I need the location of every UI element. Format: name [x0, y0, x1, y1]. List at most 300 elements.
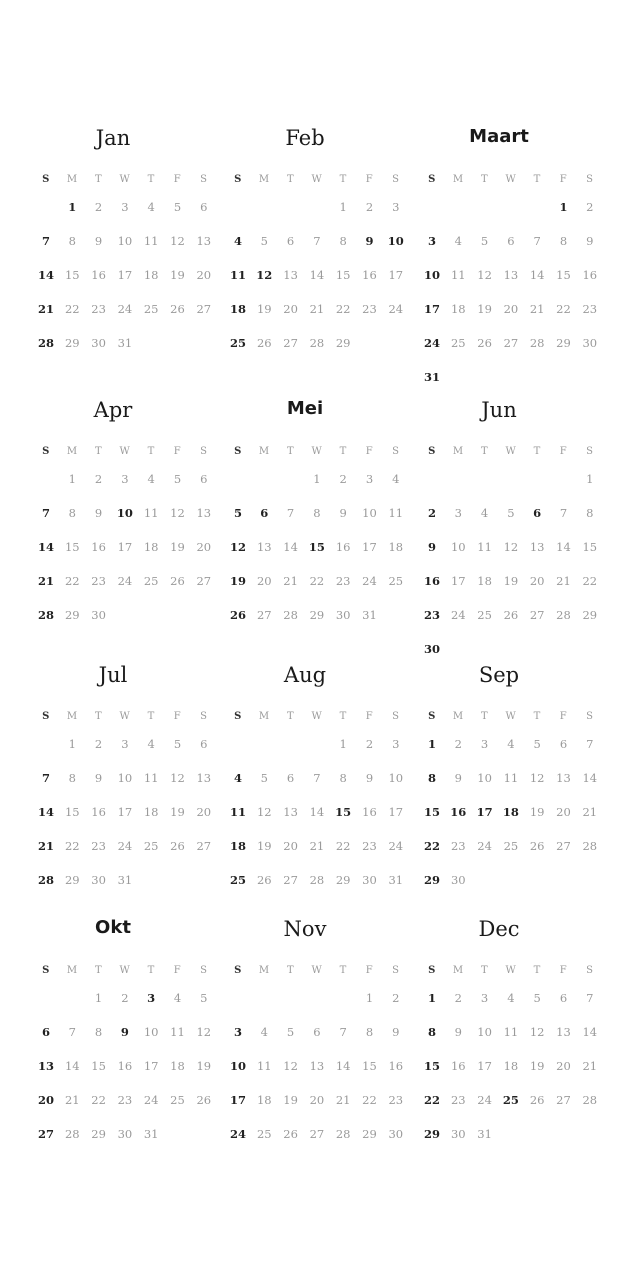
day-cell[interactable]: 12: [283, 1059, 298, 1073]
day-cell[interactable]: 30: [388, 1127, 404, 1141]
day-cell[interactable]: 27: [283, 336, 298, 350]
day-cell[interactable]: 20: [196, 268, 212, 282]
day-cell[interactable]: 19: [477, 302, 492, 316]
day-cell[interactable]: 23: [423, 608, 440, 622]
day-cell[interactable]: 8: [94, 1025, 103, 1039]
day-cell[interactable]: 25: [477, 608, 492, 622]
day-cell[interactable]: 7: [286, 506, 295, 520]
day-cell[interactable]: 18: [477, 574, 492, 588]
day-cell[interactable]: 27: [283, 873, 298, 887]
day-cell[interactable]: 6: [559, 991, 568, 1005]
day-cell[interactable]: 31: [388, 873, 404, 887]
day-cell[interactable]: 17: [229, 1093, 246, 1107]
day-cell[interactable]: 4: [173, 991, 182, 1005]
day-cell[interactable]: 2: [454, 737, 462, 751]
day-cell[interactable]: 23: [362, 302, 377, 316]
day-cell[interactable]: 21: [283, 574, 298, 588]
day-cell[interactable]: 17: [117, 540, 133, 554]
day-cell[interactable]: 5: [260, 771, 268, 785]
day-cell[interactable]: 20: [556, 805, 571, 819]
day-cell[interactable]: 11: [256, 1059, 272, 1073]
day-cell[interactable]: 19: [529, 1059, 545, 1073]
day-cell[interactable]: 12: [170, 771, 185, 785]
day-cell[interactable]: 6: [286, 771, 295, 785]
day-cell[interactable]: 29: [423, 873, 440, 887]
day-cell[interactable]: 3: [480, 737, 489, 751]
day-cell[interactable]: 26: [503, 608, 519, 622]
day-cell[interactable]: 30: [423, 642, 440, 656]
day-cell[interactable]: 12: [477, 268, 492, 282]
day-cell[interactable]: 18: [143, 805, 159, 819]
day-cell[interactable]: 21: [64, 1093, 80, 1107]
day-cell[interactable]: 19: [229, 574, 246, 588]
day-cell[interactable]: 31: [477, 1127, 492, 1141]
day-cell[interactable]: 9: [454, 1025, 462, 1039]
day-cell[interactable]: 31: [143, 1127, 159, 1141]
day-cell[interactable]: 8: [68, 506, 76, 520]
day-cell[interactable]: 31: [117, 873, 133, 887]
day-cell[interactable]: 11: [143, 771, 159, 785]
day-cell[interactable]: 12: [529, 1025, 545, 1039]
day-cell[interactable]: 24: [229, 1127, 246, 1141]
day-cell[interactable]: 1: [339, 737, 347, 751]
day-cell[interactable]: 29: [64, 608, 80, 622]
day-cell[interactable]: 10: [477, 771, 492, 785]
day-cell[interactable]: 8: [68, 234, 76, 248]
day-cell[interactable]: 15: [556, 268, 571, 282]
day-cell[interactable]: 14: [582, 1025, 598, 1039]
day-cell[interactable]: 2: [586, 200, 594, 214]
day-cell[interactable]: 23: [388, 1093, 404, 1107]
day-cell[interactable]: 23: [362, 839, 377, 853]
day-cell[interactable]: 24: [117, 302, 133, 316]
day-cell[interactable]: 17: [117, 268, 133, 282]
day-cell[interactable]: 10: [450, 540, 466, 554]
day-cell[interactable]: 2: [454, 991, 462, 1005]
day-cell[interactable]: 1: [68, 200, 77, 214]
day-cell[interactable]: 5: [233, 506, 242, 520]
day-cell[interactable]: 8: [427, 771, 436, 785]
day-cell[interactable]: 24: [388, 302, 404, 316]
day-cell[interactable]: 5: [507, 506, 515, 520]
day-cell[interactable]: 23: [117, 1093, 133, 1107]
day-cell[interactable]: 27: [503, 336, 519, 350]
day-cell[interactable]: 13: [556, 1025, 571, 1039]
day-cell[interactable]: 3: [121, 737, 129, 751]
day-cell[interactable]: 7: [586, 737, 594, 751]
day-cell[interactable]: 19: [503, 574, 519, 588]
day-cell[interactable]: 15: [335, 268, 351, 282]
day-cell[interactable]: 20: [556, 1059, 571, 1073]
day-cell[interactable]: 21: [556, 574, 571, 588]
day-cell[interactable]: 1: [339, 200, 347, 214]
day-cell[interactable]: 16: [450, 1059, 466, 1073]
day-cell[interactable]: 27: [556, 839, 571, 853]
day-cell[interactable]: 1: [68, 737, 76, 751]
day-cell[interactable]: 9: [365, 771, 374, 785]
day-cell[interactable]: 4: [147, 472, 155, 486]
day-cell[interactable]: 17: [388, 805, 404, 819]
day-cell[interactable]: 8: [586, 506, 594, 520]
day-cell[interactable]: 29: [91, 1127, 106, 1141]
day-cell[interactable]: 27: [556, 1093, 571, 1107]
day-cell[interactable]: 27: [256, 608, 272, 622]
day-cell[interactable]: 24: [117, 574, 133, 588]
day-cell[interactable]: 1: [68, 472, 76, 486]
day-cell[interactable]: 11: [450, 268, 466, 282]
day-cell[interactable]: 19: [170, 540, 185, 554]
day-cell[interactable]: 28: [582, 839, 598, 853]
day-cell[interactable]: 21: [37, 574, 54, 588]
day-cell[interactable]: 11: [503, 771, 519, 785]
day-cell[interactable]: 1: [427, 737, 436, 751]
day-cell[interactable]: 5: [173, 200, 182, 214]
day-cell[interactable]: 16: [91, 540, 106, 554]
day-cell[interactable]: 8: [313, 506, 321, 520]
day-cell[interactable]: 24: [117, 839, 133, 853]
day-cell[interactable]: 21: [335, 1093, 351, 1107]
day-cell[interactable]: 18: [450, 302, 466, 316]
day-cell[interactable]: 4: [260, 1025, 268, 1039]
day-cell[interactable]: 12: [529, 771, 545, 785]
day-cell[interactable]: 25: [143, 839, 159, 853]
day-cell[interactable]: 27: [37, 1127, 54, 1141]
day-cell[interactable]: 13: [283, 805, 298, 819]
day-cell[interactable]: 9: [94, 771, 103, 785]
day-cell[interactable]: 17: [143, 1059, 159, 1073]
day-cell[interactable]: 14: [37, 540, 54, 554]
day-cell[interactable]: 4: [454, 234, 462, 248]
day-cell[interactable]: 14: [556, 540, 571, 554]
day-cell[interactable]: 15: [91, 1059, 106, 1073]
day-cell[interactable]: 22: [64, 839, 80, 853]
day-cell[interactable]: 7: [68, 1025, 76, 1039]
day-cell[interactable]: 22: [309, 574, 325, 588]
day-cell[interactable]: 30: [362, 873, 377, 887]
day-cell[interactable]: 20: [37, 1093, 54, 1107]
day-cell[interactable]: 6: [200, 472, 208, 486]
day-cell[interactable]: 13: [196, 506, 212, 520]
day-cell[interactable]: 7: [41, 771, 50, 785]
day-cell[interactable]: 21: [309, 839, 325, 853]
day-cell[interactable]: 22: [423, 839, 440, 853]
day-cell[interactable]: 22: [91, 1093, 106, 1107]
day-cell[interactable]: 9: [586, 234, 594, 248]
day-cell[interactable]: 19: [170, 268, 185, 282]
day-cell[interactable]: 26: [256, 873, 272, 887]
day-cell[interactable]: 25: [170, 1093, 185, 1107]
day-cell[interactable]: 19: [256, 839, 272, 853]
day-cell[interactable]: 28: [529, 336, 545, 350]
day-cell[interactable]: 13: [37, 1059, 54, 1073]
day-cell[interactable]: 13: [503, 268, 519, 282]
day-cell[interactable]: 16: [582, 268, 598, 282]
day-cell[interactable]: 16: [335, 540, 351, 554]
day-cell[interactable]: 8: [365, 1025, 374, 1039]
day-cell[interactable]: 29: [335, 873, 351, 887]
day-cell[interactable]: 21: [582, 1059, 598, 1073]
day-cell[interactable]: 2: [94, 737, 103, 751]
day-cell[interactable]: 15: [423, 1059, 440, 1073]
day-cell[interactable]: 13: [256, 540, 272, 554]
day-cell[interactable]: 18: [388, 540, 404, 554]
day-cell[interactable]: 23: [450, 839, 466, 853]
day-cell[interactable]: 14: [64, 1059, 80, 1073]
day-cell[interactable]: 16: [362, 805, 377, 819]
day-cell[interactable]: 30: [450, 1127, 466, 1141]
day-cell[interactable]: 7: [339, 1025, 347, 1039]
day-cell[interactable]: 29: [64, 873, 80, 887]
day-cell[interactable]: 10: [423, 268, 440, 282]
day-cell[interactable]: 3: [454, 506, 462, 520]
day-cell[interactable]: 29: [309, 608, 325, 622]
day-cell[interactable]: 18: [229, 839, 246, 853]
day-cell[interactable]: 2: [365, 200, 374, 214]
day-cell[interactable]: 15: [423, 805, 440, 819]
day-cell[interactable]: 26: [529, 1093, 545, 1107]
day-cell[interactable]: 14: [582, 771, 598, 785]
day-cell[interactable]: 24: [477, 1093, 492, 1107]
day-cell[interactable]: 20: [529, 574, 545, 588]
day-cell[interactable]: 15: [362, 1059, 377, 1073]
day-cell[interactable]: 20: [196, 805, 212, 819]
day-cell[interactable]: 30: [582, 336, 598, 350]
day-cell[interactable]: 9: [120, 1025, 129, 1039]
day-cell[interactable]: 12: [256, 268, 273, 282]
day-cell[interactable]: 16: [450, 805, 467, 819]
day-cell[interactable]: 24: [450, 608, 466, 622]
day-cell[interactable]: 25: [502, 1093, 519, 1107]
day-cell[interactable]: 4: [147, 200, 155, 214]
day-cell[interactable]: 4: [233, 234, 242, 248]
day-cell[interactable]: 22: [362, 1093, 377, 1107]
day-cell[interactable]: 25: [143, 574, 159, 588]
day-cell[interactable]: 2: [392, 991, 400, 1005]
day-cell[interactable]: 6: [260, 506, 269, 520]
day-cell[interactable]: 4: [147, 737, 155, 751]
day-cell[interactable]: 1: [94, 991, 103, 1005]
day-cell[interactable]: 26: [170, 574, 185, 588]
day-cell[interactable]: 9: [454, 771, 462, 785]
day-cell[interactable]: 1: [427, 991, 436, 1005]
day-cell[interactable]: 10: [362, 506, 377, 520]
day-cell[interactable]: 8: [427, 1025, 436, 1039]
day-cell[interactable]: 1: [365, 991, 374, 1005]
day-cell[interactable]: 27: [309, 1127, 325, 1141]
day-cell[interactable]: 8: [68, 771, 76, 785]
day-cell[interactable]: 29: [64, 336, 80, 350]
day-cell[interactable]: 11: [229, 268, 246, 282]
day-cell[interactable]: 21: [37, 302, 54, 316]
day-cell[interactable]: 7: [41, 506, 50, 520]
day-cell[interactable]: 26: [170, 839, 185, 853]
day-cell[interactable]: 2: [94, 200, 103, 214]
day-cell[interactable]: 6: [313, 1025, 321, 1039]
day-cell[interactable]: 5: [173, 472, 182, 486]
day-cell[interactable]: 28: [335, 1127, 351, 1141]
day-cell[interactable]: 28: [37, 336, 54, 350]
day-cell[interactable]: 26: [170, 302, 185, 316]
day-cell[interactable]: 23: [335, 574, 351, 588]
day-cell[interactable]: 18: [170, 1059, 185, 1073]
day-cell[interactable]: 22: [582, 574, 598, 588]
day-cell[interactable]: 25: [503, 839, 519, 853]
day-cell[interactable]: 3: [121, 200, 129, 214]
day-cell[interactable]: 12: [503, 540, 519, 554]
day-cell[interactable]: 2: [427, 506, 436, 520]
day-cell[interactable]: 24: [477, 839, 492, 853]
day-cell[interactable]: 30: [91, 608, 106, 622]
day-cell[interactable]: 3: [392, 200, 400, 214]
day-cell[interactable]: 19: [196, 1059, 212, 1073]
day-cell[interactable]: 8: [559, 234, 568, 248]
day-cell[interactable]: 28: [64, 1127, 80, 1141]
day-cell[interactable]: 22: [64, 302, 80, 316]
day-cell[interactable]: 5: [286, 1025, 295, 1039]
day-cell[interactable]: 29: [423, 1127, 440, 1141]
day-cell[interactable]: 20: [283, 302, 298, 316]
day-cell[interactable]: 17: [362, 540, 377, 554]
day-cell[interactable]: 14: [37, 805, 54, 819]
day-cell[interactable]: 15: [308, 540, 325, 554]
day-cell[interactable]: 22: [335, 302, 351, 316]
day-cell[interactable]: 17: [388, 268, 404, 282]
day-cell[interactable]: 17: [117, 805, 133, 819]
day-cell[interactable]: 7: [41, 234, 50, 248]
day-cell[interactable]: 22: [64, 574, 80, 588]
day-cell[interactable]: 21: [309, 302, 325, 316]
day-cell[interactable]: 4: [480, 506, 489, 520]
day-cell[interactable]: 22: [335, 839, 351, 853]
day-cell[interactable]: 7: [586, 991, 594, 1005]
day-cell[interactable]: 3: [480, 991, 489, 1005]
day-cell[interactable]: 1: [313, 472, 321, 486]
day-cell[interactable]: 6: [286, 234, 295, 248]
day-cell[interactable]: 11: [170, 1025, 185, 1039]
day-cell[interactable]: 31: [362, 608, 377, 622]
day-cell[interactable]: 17: [450, 574, 466, 588]
day-cell[interactable]: 31: [117, 336, 133, 350]
day-cell[interactable]: 30: [450, 873, 466, 887]
day-cell[interactable]: 18: [143, 540, 159, 554]
day-cell[interactable]: 10: [143, 1025, 159, 1039]
day-cell[interactable]: 19: [529, 805, 545, 819]
day-cell[interactable]: 8: [339, 234, 347, 248]
day-cell[interactable]: 2: [365, 737, 374, 751]
day-cell[interactable]: 10: [387, 234, 404, 248]
day-cell[interactable]: 4: [233, 771, 242, 785]
day-cell[interactable]: 28: [582, 1093, 598, 1107]
day-cell[interactable]: 4: [507, 991, 515, 1005]
day-cell[interactable]: 19: [283, 1093, 298, 1107]
day-cell[interactable]: 2: [121, 991, 129, 1005]
day-cell[interactable]: 22: [423, 1093, 440, 1107]
day-cell[interactable]: 9: [94, 506, 103, 520]
day-cell[interactable]: 3: [392, 737, 400, 751]
day-cell[interactable]: 23: [91, 839, 106, 853]
day-cell[interactable]: 16: [423, 574, 440, 588]
day-cell[interactable]: 3: [147, 991, 156, 1005]
day-cell[interactable]: 28: [556, 608, 571, 622]
day-cell[interactable]: 9: [339, 506, 347, 520]
day-cell[interactable]: 5: [200, 991, 208, 1005]
day-cell[interactable]: 21: [37, 839, 54, 853]
day-cell[interactable]: 24: [423, 336, 440, 350]
day-cell[interactable]: 12: [170, 506, 185, 520]
day-cell[interactable]: 24: [143, 1093, 159, 1107]
day-cell[interactable]: 1: [586, 472, 594, 486]
day-cell[interactable]: 26: [283, 1127, 298, 1141]
day-cell[interactable]: 17: [476, 805, 493, 819]
day-cell[interactable]: 16: [117, 1059, 133, 1073]
day-cell[interactable]: 28: [37, 608, 54, 622]
day-cell[interactable]: 7: [559, 506, 568, 520]
day-cell[interactable]: 25: [256, 1127, 272, 1141]
day-cell[interactable]: 11: [388, 506, 404, 520]
day-cell[interactable]: 18: [229, 302, 246, 316]
day-cell[interactable]: 13: [283, 268, 298, 282]
day-cell[interactable]: 10: [117, 234, 133, 248]
day-cell[interactable]: 20: [283, 839, 298, 853]
day-cell[interactable]: 8: [339, 771, 347, 785]
day-cell[interactable]: 4: [507, 737, 515, 751]
day-cell[interactable]: 26: [529, 839, 545, 853]
day-cell[interactable]: 9: [94, 234, 103, 248]
day-cell[interactable]: 5: [480, 234, 489, 248]
day-cell[interactable]: 6: [559, 737, 568, 751]
day-cell[interactable]: 19: [256, 302, 272, 316]
day-cell[interactable]: 29: [335, 336, 351, 350]
day-cell[interactable]: 30: [91, 336, 106, 350]
day-cell[interactable]: 18: [502, 805, 519, 819]
day-cell[interactable]: 18: [143, 268, 159, 282]
day-cell[interactable]: 13: [309, 1059, 325, 1073]
day-cell[interactable]: 5: [533, 737, 541, 751]
day-cell[interactable]: 7: [313, 234, 321, 248]
day-cell[interactable]: 19: [170, 805, 185, 819]
day-cell[interactable]: 20: [196, 540, 212, 554]
day-cell[interactable]: 16: [362, 268, 377, 282]
day-cell[interactable]: 15: [64, 805, 80, 819]
day-cell[interactable]: 5: [533, 991, 541, 1005]
day-cell[interactable]: 11: [143, 234, 159, 248]
day-cell[interactable]: 7: [313, 771, 321, 785]
day-cell[interactable]: 20: [503, 302, 519, 316]
day-cell[interactable]: 14: [529, 268, 545, 282]
day-cell[interactable]: 26: [256, 336, 272, 350]
day-cell[interactable]: 14: [335, 1059, 351, 1073]
day-cell[interactable]: 15: [64, 268, 80, 282]
day-cell[interactable]: 9: [392, 1025, 400, 1039]
day-cell[interactable]: 15: [335, 805, 352, 819]
day-cell[interactable]: 12: [170, 234, 185, 248]
day-cell[interactable]: 12: [196, 1025, 212, 1039]
day-cell[interactable]: 30: [335, 608, 351, 622]
day-cell[interactable]: 28: [309, 336, 325, 350]
day-cell[interactable]: 12: [256, 805, 272, 819]
day-cell[interactable]: 9: [365, 234, 374, 248]
day-cell[interactable]: 16: [388, 1059, 404, 1073]
day-cell[interactable]: 3: [365, 472, 374, 486]
day-cell[interactable]: 24: [362, 574, 377, 588]
day-cell[interactable]: 4: [392, 472, 400, 486]
day-cell[interactable]: 11: [229, 805, 246, 819]
day-cell[interactable]: 17: [423, 302, 440, 316]
day-cell[interactable]: 14: [309, 268, 325, 282]
day-cell[interactable]: 2: [94, 472, 103, 486]
day-cell[interactable]: 10: [229, 1059, 246, 1073]
day-cell[interactable]: 5: [260, 234, 268, 248]
